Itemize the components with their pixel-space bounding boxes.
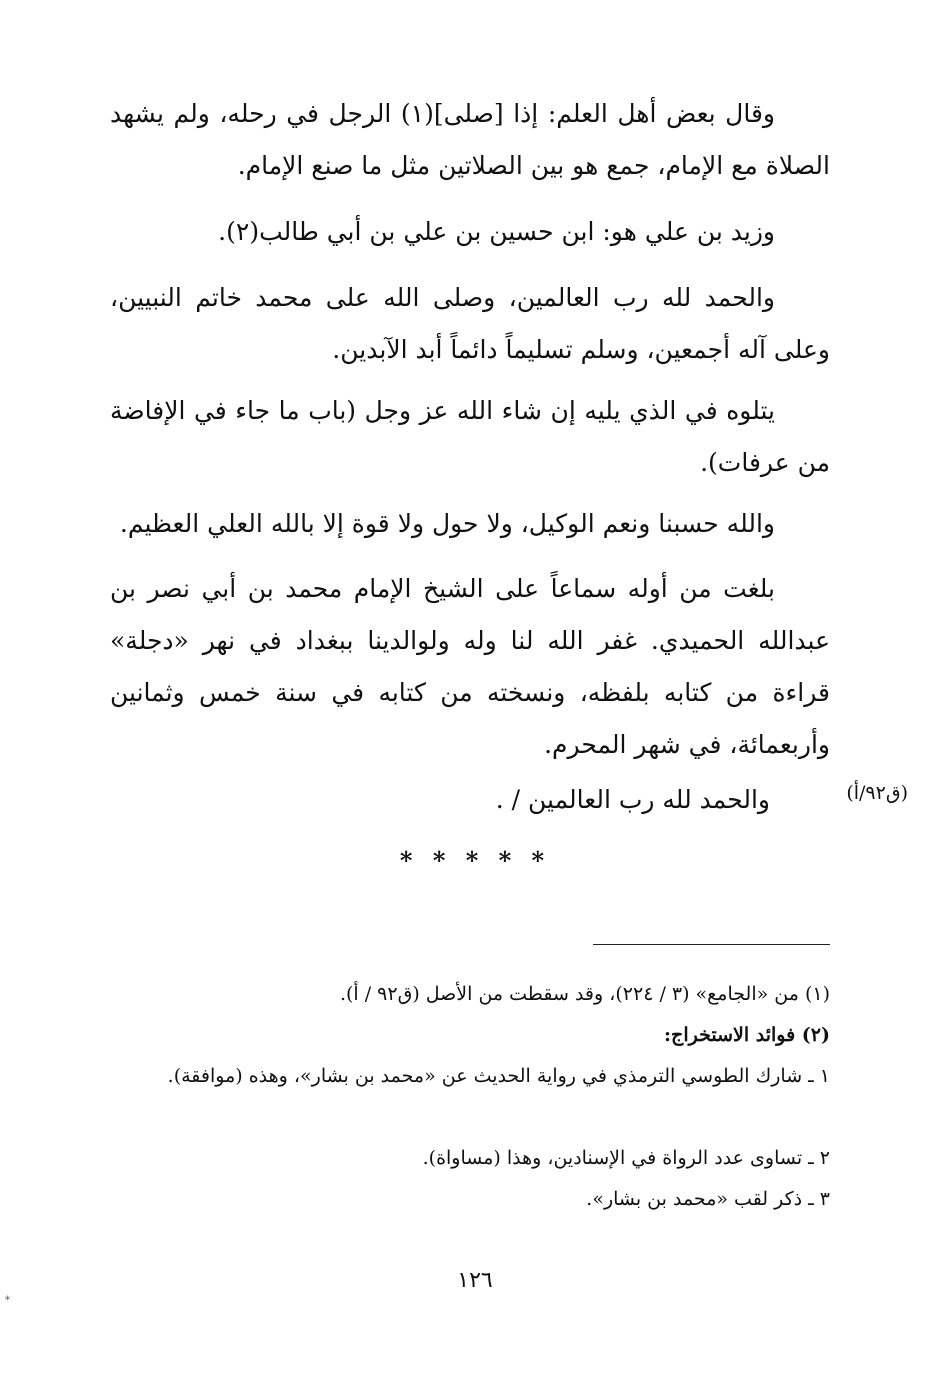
paragraph-next-chapter: يتلوه في الذي يليه إن شاء الله عز وجل (باب ما جاء في الإفاضة من عرفات). [110, 396, 830, 477]
paragraph-zayd-lineage: وزيد بن علي هو: ابن حسين بن علي بن أبي طالب(٢). [218, 217, 775, 246]
manuscript-folio-reference: (ق٩٢/أ) [846, 782, 908, 804]
footnote-divider [593, 944, 830, 945]
paragraph-closing-praise: والحمد لله رب العالمين / . [495, 785, 770, 814]
footnote-2-item-3: ٣ ـ ذكر لقب «محمد بن بشار». [586, 1188, 830, 1210]
paragraph-hasbuna: والله حسبنا ونعم الوكيل، ولا حول ولا قوة إلا بالله العلي العظيم. [119, 509, 775, 538]
paragraph-scholars-opinion: وقال بعض أهل العلم: إذا [صلى](١) الرجل في رحله، ولم يشهد الصلاة مع الإمام، جمع هو بين الصلاتين مثل ما صنع الإمام. [110, 99, 830, 180]
footnote-1: (١) من «الجامع» (٣ / ٢٢٤)، وقد سقطت من الأصل (ق٩٢ / أ). [339, 983, 830, 1005]
footnote-2-item-2: ٢ ـ تساوى عدد الرواة في الإسنادين، وهذا (مساواة). [422, 1147, 830, 1169]
scan-speck: * [5, 1295, 10, 1306]
footnote-2-heading: (٢) فوائد الاستخراج: [664, 1024, 830, 1046]
paragraph-praise: والحمد لله رب العالمين، وصلى الله على محمد خاتم النبيين، وعلى آله أجمعين، وسلم تسليماً دائماً أبد الآبدين. [110, 283, 830, 364]
section-separator: * * * * * [399, 846, 551, 875]
footnote-2-item-1: ١ ـ شارك الطوسي الترمذي في رواية الحديث عن «محمد بن بشار»، وهذه (موافقة). [167, 1065, 830, 1087]
paragraph-colophon: بلغت من أوله سماعاً على الشيخ الإمام محمد بن أبي نصر بن عبدالله الحميدي. غفر الله لنا وله ولوالدينا ببغداد في نهر «دجلة» قراءة من كتابه بلفظه، ونسخته من كتابه في سنة خمس وثمانين وأربعمائة، في شهر المحرم. [110, 574, 830, 759]
page-number: ١٢٦ [457, 1268, 493, 1293]
